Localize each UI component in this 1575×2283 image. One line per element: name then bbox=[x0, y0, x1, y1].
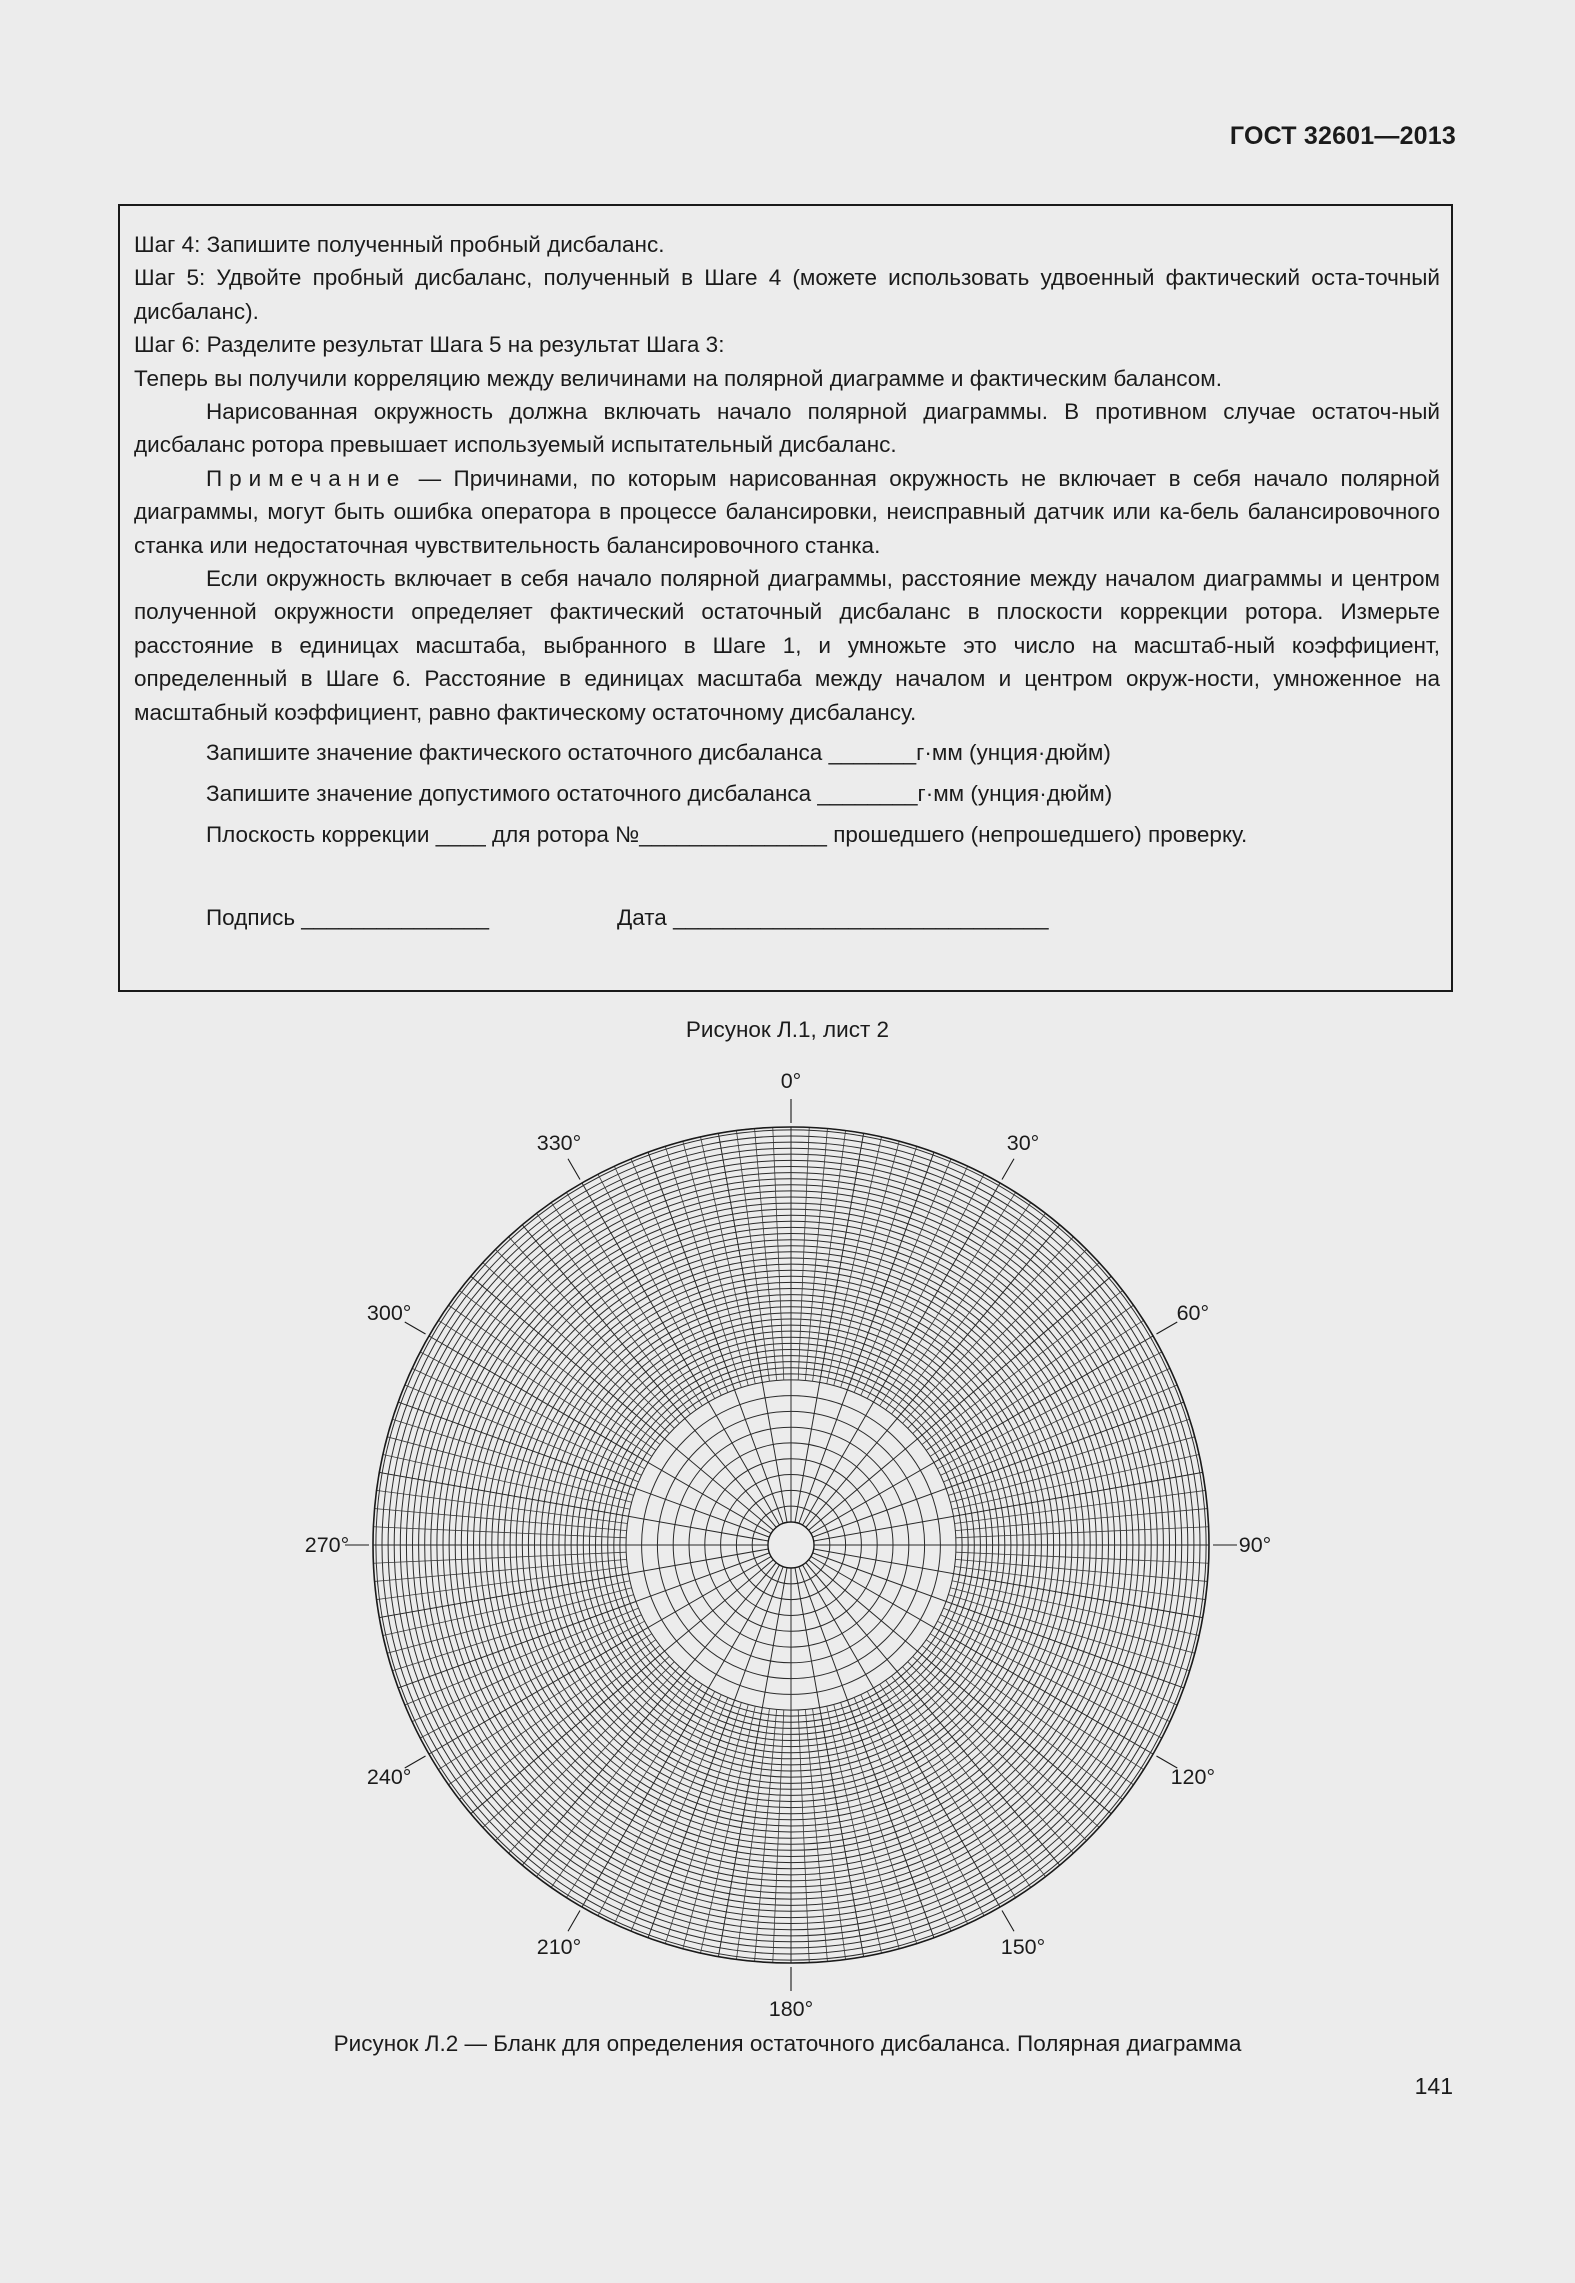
angle-label: 150° bbox=[1000, 1934, 1046, 1959]
step-6-line: Шаг 6: Разделите результат Шага 5 на результат Шага 3: bbox=[134, 332, 725, 358]
signature-field: Подпись _______________ bbox=[206, 905, 489, 930]
page-number: 141 bbox=[1414, 2073, 1453, 2099]
polar-grid bbox=[373, 1127, 1209, 1963]
angle-label: 300° bbox=[366, 1301, 412, 1325]
angle-label: 330° bbox=[536, 1131, 582, 1156]
figure-2-caption: Рисунок Л.2 — Бланк для определения остаточного дисбаланса. Полярная диаграмма bbox=[333, 2031, 1242, 2056]
actual-imbalance-field: Запишите значение фактического остаточного дисбаланса _______г·мм (унция·дюйм) bbox=[206, 740, 1111, 765]
note-paragraph bbox=[134, 462, 1440, 562]
angle-label: 0° bbox=[780, 1069, 802, 1093]
angle-tick bbox=[1002, 1910, 1014, 1931]
angle-tick bbox=[1002, 1159, 1014, 1180]
angle-label: 90° bbox=[1238, 1533, 1272, 1557]
angle-tick bbox=[1156, 1322, 1177, 1334]
angle-label: 120° bbox=[1170, 1765, 1216, 1789]
distance-paragraph: Если окружность включает в себя начало полярной диаграммы, расстояние между началом диаграммы и центром полученной окружности определяет фактический остаточный дисбаланс в плоскости коррекции ротора. Измерьте расстояние в единицах масштаба, выбранного в Шаге 1, и умножьте это число на масштаб-ный коэффициент, определенный в Шаге 6. Расстояние в единицах масштаба между началом и центром окруж-ности, умноженное на масштабный коэффициент, равно фактическому остаточному дисбалансу. bbox=[134, 566, 1440, 725]
angle-label: 30° bbox=[1006, 1131, 1040, 1156]
angle-label: 60° bbox=[1176, 1301, 1210, 1325]
angle-label: 210° bbox=[536, 1934, 582, 1959]
step-5-line: Шаг 5: Удвойте пробный дисбаланс, полученный в Шаге 4 (можете использовать удвоенный фактический оста-точный дисбаланс). bbox=[134, 265, 1440, 324]
angle-label: 270° bbox=[304, 1533, 350, 1557]
date-field: Дата ______________________________ bbox=[617, 905, 1049, 930]
angle-tick bbox=[568, 1910, 580, 1931]
correlation-line: Теперь вы получили корреляцию между величинами на полярной диаграмме и фактическим балансом. bbox=[134, 365, 1223, 391]
polar-center-circle bbox=[768, 1522, 814, 1568]
note-text: — Причинами, по которым нарисованная окружность не включает в себя начало полярной диаграммы, могут быть ошибка оператора в процессе балансировки, неисправный датчик или ка-бель балансировочного станка или недостаточная чувствительность балансировочного станка. bbox=[134, 465, 1440, 558]
correction-plane-field: Плоскость коррекции ____ для ротора №_______________ прошедшего (непрошедшего) проверку. bbox=[206, 822, 1248, 847]
figure-1-caption: Рисунок Л.1, лист 2 bbox=[685, 1017, 890, 1042]
angle-label: 240° bbox=[366, 1765, 412, 1789]
angle-tick bbox=[568, 1159, 580, 1180]
note-label: Примечание bbox=[206, 465, 407, 491]
polar-diagram bbox=[0, 1060, 1575, 2030]
instruction-text bbox=[134, 228, 1440, 729]
document-id: ГОСТ 32601—2013 bbox=[1229, 122, 1456, 150]
permissible-imbalance-field: Запишите значение допустимого остаточного дисбаланса ________г·мм (унция·дюйм) bbox=[206, 781, 1113, 806]
step-4-line: Шаг 4: Запишите полученный пробный дисбаланс. bbox=[134, 232, 665, 257]
circle-paragraph: Нарисованная окружность должна включать начало полярной диаграммы. В противном случае остаточ-ный дисбаланс ротора превышает используемый испытательный дисбаланс. bbox=[134, 399, 1440, 458]
angle-label: 180° bbox=[768, 1997, 814, 2021]
